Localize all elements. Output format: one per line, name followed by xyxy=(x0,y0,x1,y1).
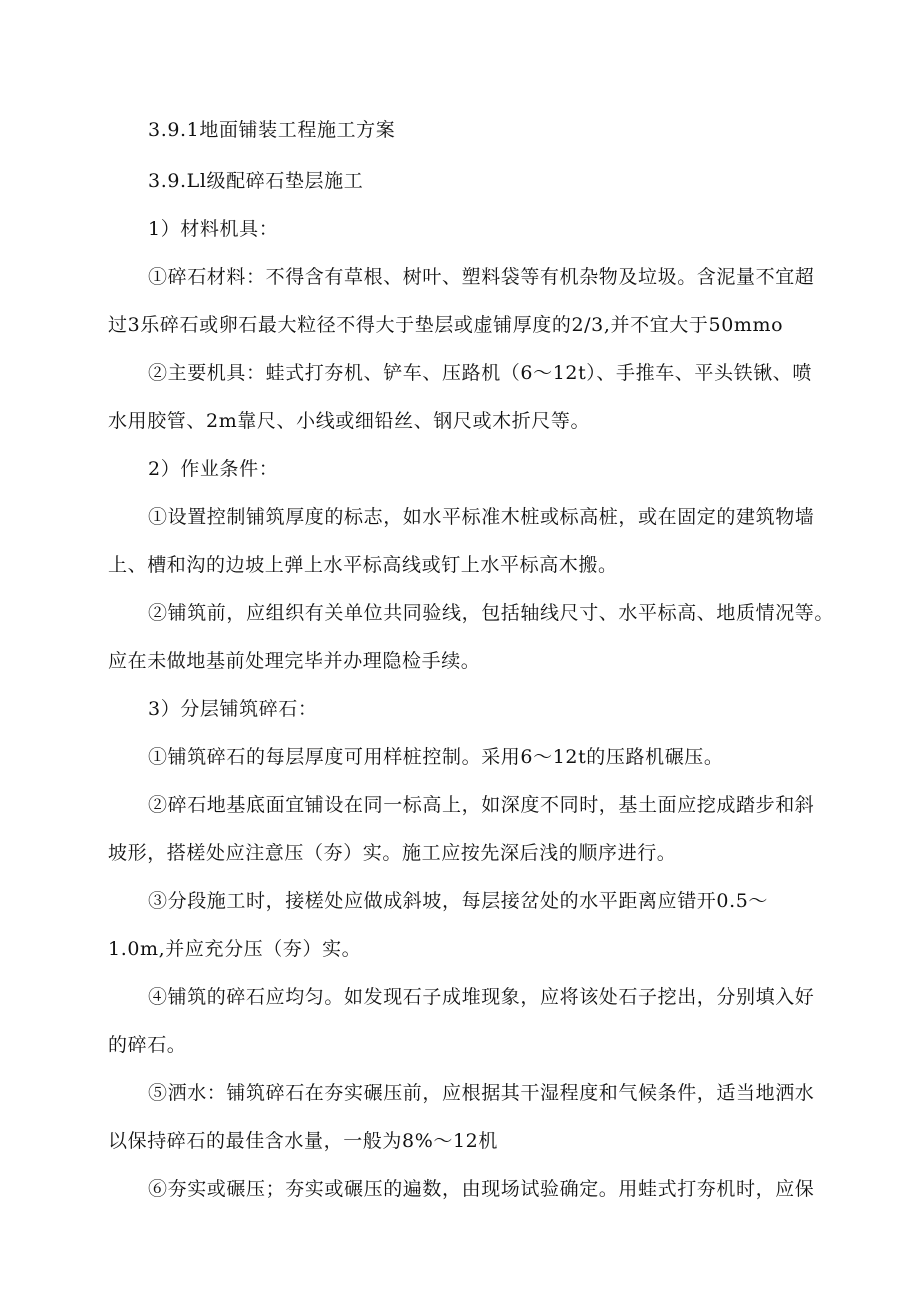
paragraph-line: ①铺筑碎石的每层厚度可用样桩控制。采用6～12t的压路机碾压。 xyxy=(148,746,724,768)
paragraph-line: ②碎石地基底面宜铺设在同一标高上，如深度不同时，基土面应挖成踏步和斜 xyxy=(148,794,815,816)
paragraph-line: 水用胶管、2m靠尺、小线或细铅丝、钢尺或木折尺等。 xyxy=(108,410,591,432)
paragraph-line: 上、槽和沟的边坡上弹上水平标高线或钉上水平标高木搬。 xyxy=(108,554,618,576)
subheading-conditions: 2）作业条件： xyxy=(148,458,279,480)
subheading-layered-paving: 3）分层铺筑碎石： xyxy=(148,698,318,720)
paragraph-line: ②铺筑前，应组织有关单位共同验线，包括轴线尺寸、水平标高、地质情况等。 xyxy=(148,602,835,624)
paragraph-line: 应在未做地基前处理完毕并办理隐检手续。 xyxy=(108,650,481,672)
paragraph-line: 坡形，搭槎处应注意压（夯）实。施工应按先深后浅的顺序进行。 xyxy=(108,842,677,864)
paragraph-line: ①设置控制铺筑厚度的标志，如水平标准木桩或标高桩，或在固定的建筑物墙 xyxy=(148,506,815,528)
paragraph-line: ⑤洒水：铺筑碎石在夯实碾压前，应根据其干湿程度和气候条件，适当地洒水 xyxy=(148,1082,815,1104)
paragraph-line: 以保持碎石的最佳含水量，一般为8%～12机 xyxy=(108,1130,498,1152)
paragraph-line: ④铺筑的碎石应均匀。如发现石子成堆现象，应将该处石子挖出，分别填入好 xyxy=(148,986,815,1008)
section-heading-3-9-l1: 3.9.Ll级配碎石垫层施工 xyxy=(148,170,364,192)
paragraph-line: ③分段施工时，接槎处应做成斜坡，每层接岔处的水平距离应错开0.5～ xyxy=(148,890,769,912)
paragraph-line: ⑥夯实或碾压；夯实或碾压的遍数，由现场试验确定。用蛙式打夯机时，应保 xyxy=(148,1178,815,1200)
section-heading-3-9-1: 3.9.1地面铺装工程施工方案 xyxy=(148,119,396,141)
paragraph-line: 1.0m,并应充分压（夯）实。 xyxy=(108,938,362,960)
paragraph-line: ①碎石材料：不得含有草根、树叶、塑料袋等有机杂物及垃圾。含泥量不宜超 xyxy=(148,266,815,288)
subheading-materials: 1）材料机具： xyxy=(148,218,279,240)
paragraph-line: 过3乐碎石或卵石最大粒径不得大于垫层或虚铺厚度的2/3,并不宜大于50mmo xyxy=(108,314,784,336)
paragraph-line: ②主要机具：蛙式打夯机、铲车、压路机（6～12t）、手推车、平头铁锹、喷 xyxy=(148,362,813,384)
paragraph-line: 的碎石。 xyxy=(108,1034,187,1056)
